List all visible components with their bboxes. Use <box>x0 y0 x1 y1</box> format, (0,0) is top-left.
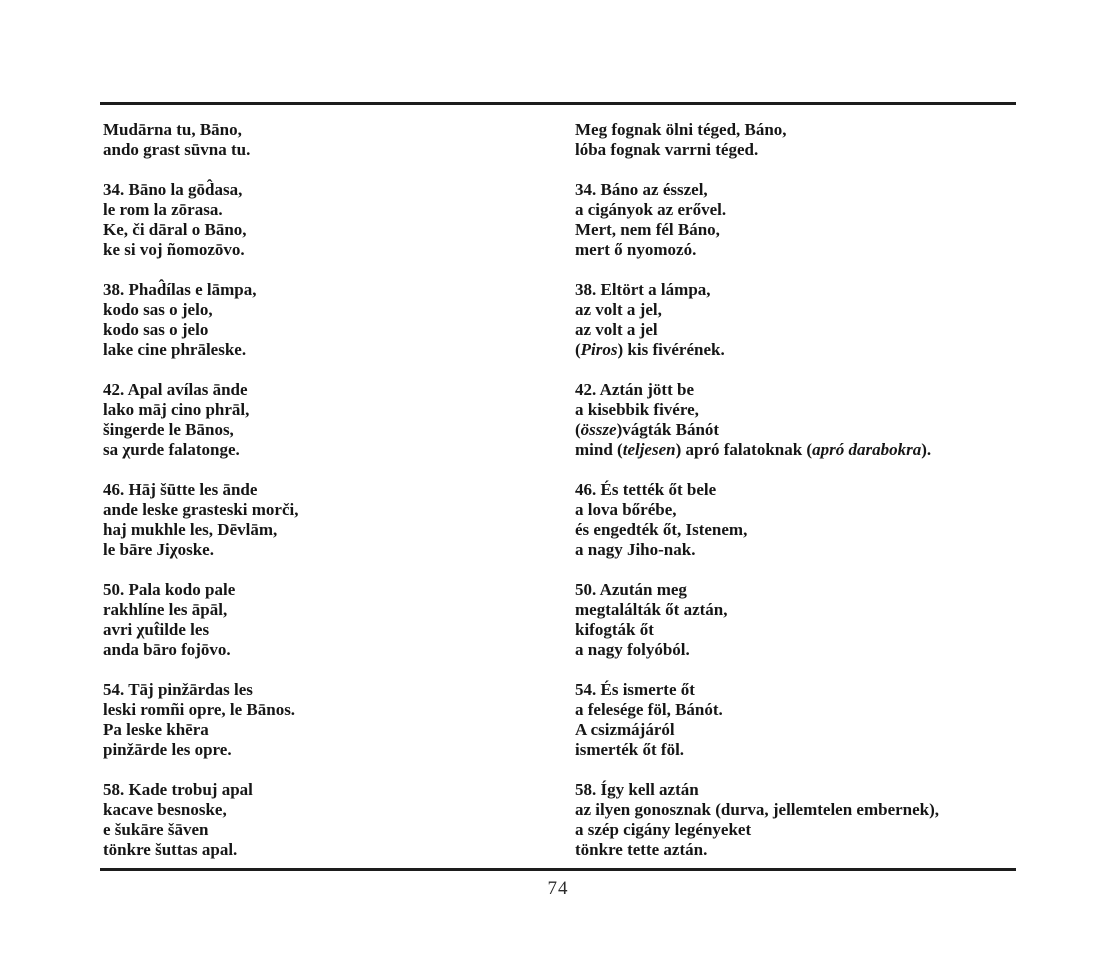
verse-text: le bāre Jiχoske. <box>103 540 214 559</box>
verse-text: a felesége föl, Bánót. <box>575 700 723 719</box>
verse-number: 38. <box>103 280 129 299</box>
verse-text: ) kis fivérének. <box>617 340 725 359</box>
verse-line <box>103 620 575 640</box>
verse-text: az volt a jel, <box>575 300 662 319</box>
stanza-46-hungarian <box>575 480 1015 560</box>
verse-line <box>575 380 1015 400</box>
verse-line <box>575 600 1015 620</box>
verse-line <box>103 120 575 140</box>
stanza-42-hungarian <box>575 380 1015 460</box>
stanza-intro-romani <box>103 120 575 160</box>
poem-column-hungarian <box>575 120 1015 880</box>
verse-line <box>575 500 1015 520</box>
verse-text: Báno az ésszel, <box>600 180 708 199</box>
verse-text: Kade trobuj apal <box>128 780 253 799</box>
verse-text: ke si voj ñomozōvo. <box>103 240 245 259</box>
verse-text: a nagy Jiho-nak. <box>575 540 696 559</box>
verse-line <box>575 420 1015 440</box>
verse-text: És tették őt bele <box>600 480 717 499</box>
verse-line <box>575 180 1015 200</box>
verse-text: tönkre tette aztán. <box>575 840 708 859</box>
verse-line <box>575 320 1015 340</box>
verse-text: ande leske grasteski morči, <box>103 500 299 519</box>
verse-line <box>103 280 575 300</box>
poem-column-romani <box>103 120 575 880</box>
verse-number: 46. <box>575 480 601 499</box>
verse-text: leski romñi opre, le Bānos. <box>103 700 296 719</box>
verse-number: 34. <box>103 180 129 199</box>
verse-text: ). <box>921 440 932 459</box>
verse-line <box>575 280 1015 300</box>
verse-line <box>575 620 1015 640</box>
verse-text: kodo sas o jelo, <box>103 300 213 319</box>
verse-line <box>575 700 1015 720</box>
verse-line <box>575 340 1015 360</box>
verse-text: és engedték őt, Istenem, <box>575 520 748 539</box>
verse-line <box>103 720 575 740</box>
verse-line <box>103 540 575 560</box>
verse-text: A csizmájáról <box>575 720 675 739</box>
verse-line <box>575 740 1015 760</box>
verse-number: 54. <box>103 680 129 699</box>
verse-line <box>575 520 1015 540</box>
verse-number: 42. <box>575 380 600 399</box>
verse-number: 50. <box>575 580 600 599</box>
verse-line <box>103 440 575 460</box>
verse-line <box>103 800 575 820</box>
verse-line <box>103 320 575 340</box>
verse-number: 54. <box>575 680 601 699</box>
verse-text: a kisebbik fivére, <box>575 400 699 419</box>
verse-text: Tāj pinžārdas les <box>128 680 253 699</box>
verse-text: kodo sas o jelo <box>103 320 209 339</box>
verse-text: És ismerte őt <box>600 680 695 699</box>
verse-line <box>103 400 575 420</box>
verse-line <box>575 820 1015 840</box>
stanza-58-romani <box>103 780 575 860</box>
verse-line <box>575 800 1015 820</box>
verse-number: 46. <box>103 480 129 499</box>
stanza-intro-hungarian <box>575 120 1015 160</box>
verse-line <box>575 200 1015 220</box>
verse-line <box>103 700 575 720</box>
verse-text: e šukāre šāven <box>103 820 209 839</box>
verse-line <box>575 680 1015 700</box>
verse-line <box>575 120 1015 140</box>
verse-text: šingerde le Bānos, <box>103 420 234 439</box>
verse-number: 34. <box>575 180 601 199</box>
stanza-50-romani <box>103 580 575 660</box>
verse-text: mind ( <box>575 440 623 459</box>
verse-line <box>575 240 1015 260</box>
verse-line <box>103 740 575 760</box>
verse-text: Mudārna tu, Bāno, <box>103 120 242 139</box>
verse-text: tönkre šuttas apal. <box>103 840 238 859</box>
verse-text: Így kell aztán <box>600 780 699 799</box>
verse-line <box>103 780 575 800</box>
verse-line <box>575 780 1015 800</box>
verse-number: 58. <box>575 780 601 799</box>
verse-text: Pa leske khēra <box>103 720 209 739</box>
verse-text: lóba fognak varrni téged. <box>575 140 759 159</box>
verse-line <box>103 680 575 700</box>
stanza-46-romani <box>103 480 575 560</box>
verse-text-italic: teljesen <box>622 440 676 459</box>
verse-line <box>103 480 575 500</box>
verse-text: ando grast sūvna tu. <box>103 140 251 159</box>
verse-line <box>103 200 575 220</box>
verse-line <box>575 400 1015 420</box>
verse-text: kacave besnoske, <box>103 800 227 819</box>
verse-text: rakhlíne les āpāl, <box>103 600 228 619</box>
verse-line <box>103 380 575 400</box>
verse-line <box>103 840 575 860</box>
verse-text: le rom la zōrasa. <box>103 200 223 219</box>
verse-text: ( <box>575 420 581 439</box>
verse-text: Meg fognak ölni téged, Báno, <box>575 120 787 139</box>
verse-line <box>103 520 575 540</box>
stanza-54-hungarian <box>575 680 1015 760</box>
top-rule <box>100 102 1016 105</box>
verse-number: 50. <box>103 580 129 599</box>
verse-text: ismerték őt föl. <box>575 740 685 759</box>
verse-number: 38. <box>575 280 601 299</box>
verse-text: Mert, nem fél Báno, <box>575 220 720 239</box>
verse-text: haj mukhle les, Dēvlām, <box>103 520 278 539</box>
verse-text: Ke, či dāral o Bāno, <box>103 220 247 239</box>
verse-text: )vágták Bánót <box>616 420 720 439</box>
verse-text: megtalálták őt aztán, <box>575 600 728 619</box>
verse-text: az ilyen gonosznak (durva, jellemtelen embernek), <box>575 800 940 819</box>
verse-line <box>103 600 575 620</box>
verse-text: Pala kodo pale <box>128 580 236 599</box>
bottom-rule <box>100 868 1016 871</box>
verse-line <box>103 640 575 660</box>
verse-text: Hāj šūtte les ānde <box>128 480 258 499</box>
verse-line <box>575 220 1015 240</box>
verse-text: ( <box>575 340 581 359</box>
verse-text: a lova bőrébe, <box>575 500 677 519</box>
verse-text: Eltört a lámpa, <box>600 280 711 299</box>
verse-text: a szép cigány legényeket <box>575 820 752 839</box>
verse-text-italic: apró darabokra <box>812 440 922 459</box>
stanza-54-romani <box>103 680 575 760</box>
verse-text: ) apró falatoknak ( <box>675 440 813 459</box>
verse-text: lako māj cino phrāl, <box>103 400 250 419</box>
stanza-58-hungarian <box>575 780 1015 860</box>
stanza-34-romani <box>103 180 575 260</box>
verse-text-italic: Piros <box>580 340 618 359</box>
verse-line <box>103 820 575 840</box>
verse-line <box>575 840 1015 860</box>
verse-line <box>575 440 1015 460</box>
verse-text: avri χut̂ilde les <box>103 620 210 639</box>
stanza-50-hungarian <box>575 580 1015 660</box>
verse-line <box>575 580 1015 600</box>
verse-line <box>575 140 1015 160</box>
verse-number: 58. <box>103 780 129 799</box>
verse-text: a cigányok az erővel. <box>575 200 727 219</box>
verse-line <box>575 480 1015 500</box>
verse-line <box>103 240 575 260</box>
stanza-38-romani <box>103 280 575 360</box>
verse-text: mert ő nyomozó. <box>575 240 697 259</box>
poem-columns <box>103 120 1015 880</box>
verse-text: Phad̂ílas e lāmpa, <box>128 280 257 299</box>
verse-line <box>103 140 575 160</box>
verse-line <box>575 720 1015 740</box>
verse-text: a nagy folyóból. <box>575 640 690 659</box>
verse-text: lake cine phrāleske. <box>103 340 247 359</box>
verse-text: Azután meg <box>599 580 687 599</box>
verse-line <box>103 300 575 320</box>
verse-text: pinžārde les opre. <box>103 740 232 759</box>
stanza-34-hungarian <box>575 180 1015 260</box>
verse-text: sa χurde falatonge. <box>103 440 240 459</box>
verse-line <box>103 580 575 600</box>
verse-line <box>103 340 575 360</box>
verse-text: Bāno la gōd̂asa, <box>128 180 243 199</box>
verse-line <box>103 500 575 520</box>
verse-text: Aztán jött be <box>599 380 694 399</box>
verse-line <box>103 420 575 440</box>
verse-line <box>575 300 1015 320</box>
page-number: 74 <box>547 878 569 899</box>
verse-text-italic: össze <box>580 420 617 439</box>
verse-line <box>575 640 1015 660</box>
verse-number: 42. <box>103 380 128 399</box>
verse-text: kifogták őt <box>575 620 654 639</box>
verse-line <box>575 540 1015 560</box>
verse-text: az volt a jel <box>575 320 658 339</box>
stanza-38-hungarian <box>575 280 1015 360</box>
verse-line <box>103 220 575 240</box>
stanza-42-romani <box>103 380 575 460</box>
verse-text: Apal avílas ānde <box>127 380 248 399</box>
verse-text: anda bāro fojōvo. <box>103 640 231 659</box>
verse-line <box>103 180 575 200</box>
